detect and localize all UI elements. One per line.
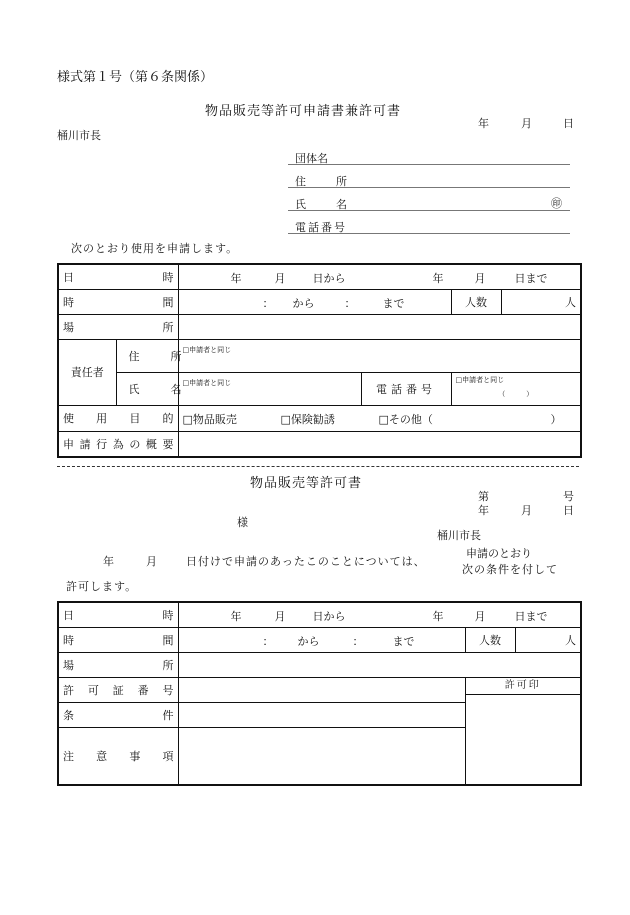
pcolon1: ： [262, 634, 274, 648]
kara: から [292, 296, 315, 310]
label-char: 項 [162, 749, 174, 763]
label-char: 所 [336, 175, 347, 188]
label-char: 請 [79, 437, 91, 451]
purpose-option-other[interactable]: □その他（ [378, 413, 433, 426]
app-place-label [63, 319, 174, 335]
permit-row-place [58, 652, 581, 677]
label-char: 所 [170, 349, 182, 363]
label-char: 的 [162, 412, 174, 425]
label-char: 日 [63, 270, 74, 284]
label-char: の [129, 437, 141, 451]
label-char: 可 [87, 683, 99, 697]
app-place-value[interactable] [178, 314, 581, 339]
app-purpose-label [63, 410, 174, 426]
applicant-phone-line[interactable] [288, 233, 570, 234]
colon2: ： [344, 296, 356, 310]
permit-datetime-label [63, 607, 174, 623]
app-resp-address-value[interactable] [178, 339, 581, 372]
applicant-org-label: 団体名 [295, 152, 328, 165]
from: 日から [312, 271, 346, 285]
application-date-day: 日 [563, 117, 574, 130]
permit-number-suffix: 号 [563, 490, 574, 503]
application-date-year: 年 [478, 117, 489, 130]
permit-sentence-year: 年 [103, 555, 114, 568]
application-title: 物品販売等許可申請書兼許可書 [205, 104, 402, 119]
applicant-name-line[interactable] [288, 210, 570, 211]
purpose-option-insurance[interactable]: □保険勧誘 [280, 413, 335, 426]
made: まで [382, 296, 405, 310]
permit-datetime-value[interactable] [178, 602, 581, 627]
app-row-resp-address [58, 339, 581, 372]
app-resp-label: 責任者 [58, 339, 116, 405]
colon1: ： [262, 296, 274, 310]
label-char: 時 [63, 633, 74, 647]
pm1: 月 [274, 609, 286, 623]
permit-sentence-month: 月 [146, 555, 157, 568]
puntil: 日まで [514, 609, 548, 623]
app-row-summary [58, 431, 581, 457]
same-note-phone[interactable]: □申請者と同じ [455, 375, 505, 384]
permit-conditions-value[interactable] [178, 702, 465, 727]
permit-date-day: 日 [563, 504, 574, 517]
label-char: 号 [162, 683, 174, 697]
label-char: 目 [129, 412, 141, 425]
permit-sentence-right-1: 申請のとおり [466, 547, 532, 560]
app-row-datetime [58, 264, 581, 289]
label-char: 間 [162, 633, 174, 647]
until: 日まで [514, 271, 548, 285]
seal-mark: ㊞ [551, 197, 562, 210]
label-char: 住 [295, 175, 306, 188]
permit-place-value[interactable] [178, 652, 581, 677]
label-char: 所 [162, 320, 174, 334]
app-row-purpose [58, 405, 581, 431]
permit-number-label [63, 682, 174, 698]
pm2: 月 [474, 609, 486, 623]
permit-row-number [58, 677, 581, 702]
py2: 年 [432, 609, 444, 623]
app-time-label [63, 294, 174, 310]
y2: 年 [432, 271, 444, 285]
permit-row-time [58, 627, 581, 652]
request-text: 次のとおり使用を申請します。 [71, 242, 239, 255]
permit-notes-label [63, 748, 180, 764]
permit-seal-label: 許可印 [466, 678, 581, 695]
label-char: 要 [162, 437, 174, 451]
label-char: 住 [128, 349, 140, 363]
label-char: 件 [162, 708, 174, 722]
permit-number-value[interactable] [178, 677, 465, 702]
label-char: 使 [63, 412, 74, 425]
phone-parens: （ ） [498, 389, 534, 398]
label-char: 番 [137, 683, 149, 697]
punit: 人 [565, 633, 576, 647]
label-char: 為 [112, 437, 124, 451]
app-count-value[interactable] [501, 289, 581, 314]
permit-conditions-label [63, 707, 174, 723]
app-summary-label [63, 436, 174, 452]
application-date-month: 月 [521, 117, 532, 130]
unit: 人 [565, 295, 576, 309]
app-row-resp-name [58, 372, 581, 405]
label-char: 所 [162, 658, 174, 672]
same-note-address[interactable]: □申請者と同じ [182, 345, 232, 354]
label-char: 条 [63, 708, 74, 722]
cut-line [57, 466, 579, 467]
m2: 月 [474, 271, 486, 285]
py1: 年 [230, 609, 242, 623]
m1: 月 [274, 271, 286, 285]
app-resp-phone-value[interactable] [451, 372, 581, 405]
label-char: 氏 [128, 382, 140, 396]
permit-number-prefix: 第 [478, 490, 489, 503]
label-char: 場 [63, 320, 74, 334]
pcolon2: ： [352, 634, 364, 648]
label-char: 日 [63, 608, 74, 622]
purpose-close-paren: ） [550, 413, 562, 426]
label-char: 間 [162, 295, 174, 309]
app-datetime-label [63, 269, 174, 285]
permit-sentence-end: 許可します。 [66, 580, 138, 593]
permit-place-label [63, 657, 174, 673]
pfrom: 日から [312, 609, 346, 623]
applicant-phone-label: 電話番号 [295, 221, 347, 234]
label-char: 事 [129, 749, 141, 763]
app-row-time [58, 289, 581, 314]
pkara: から [297, 634, 320, 648]
app-resp-phone-label: 電話番号 [361, 372, 451, 405]
permit-time-value[interactable] [178, 627, 465, 652]
label-char: 時 [162, 270, 174, 284]
applicant-org-line[interactable] [288, 164, 570, 165]
permit-sentence-body: 日付けで申請のあったこのことについては、 [186, 555, 426, 568]
label-char: 時 [63, 295, 74, 309]
app-time-value[interactable] [178, 289, 451, 314]
label-char: 注 [63, 749, 74, 763]
label-char: 行 [96, 437, 108, 451]
app-datetime-value[interactable] [178, 264, 581, 289]
permit-row-datetime [58, 602, 581, 627]
permit-time-label [63, 632, 174, 648]
permit-honorific: 様 [237, 516, 248, 529]
label-char: 意 [96, 749, 108, 763]
application-table [57, 263, 582, 458]
app-purpose-value [178, 405, 581, 431]
permit-notes-value[interactable] [178, 727, 465, 785]
app-resp-name-value[interactable] [178, 372, 361, 405]
permit-count-label: 人数 [465, 627, 515, 652]
label-char: 申 [63, 437, 74, 451]
y1: 年 [230, 271, 242, 285]
label-char: 概 [145, 437, 157, 451]
label-char: 氏 [295, 198, 306, 211]
label-char: 名 [170, 382, 182, 396]
label-char: 許 [63, 683, 74, 697]
applicant-address-line[interactable] [288, 187, 570, 188]
permit-seal-box [465, 677, 581, 785]
same-note-name[interactable]: □申請者と同じ [182, 378, 232, 387]
label-char: 名 [336, 198, 347, 211]
app-row-place [58, 314, 581, 339]
app-count-label: 人数 [451, 289, 501, 314]
addressee: 桶川市長 [57, 129, 101, 142]
purpose-option-sales[interactable]: □物品販売 [182, 413, 237, 426]
label-char: 場 [63, 658, 74, 672]
app-resp-address-label [121, 348, 182, 364]
permit-sentence-right-2: 次の条件を付して [462, 563, 558, 576]
permit-date-month: 月 [521, 504, 532, 517]
permit-issuer: 桶川市長 [437, 529, 481, 542]
label-char: 時 [162, 608, 174, 622]
form-number: 様式第１号（第６条関係） [57, 70, 214, 85]
permit-count-value[interactable] [515, 627, 581, 652]
app-resp-name-label [121, 381, 182, 397]
label-char: 証 [112, 683, 124, 697]
permit-date-year: 年 [478, 504, 489, 517]
pmade: まで [392, 634, 415, 648]
permit-title: 物品販売等許可書 [250, 476, 363, 491]
app-summary-value[interactable] [178, 431, 581, 457]
label-char: 用 [96, 412, 108, 425]
permit-table [57, 601, 582, 786]
